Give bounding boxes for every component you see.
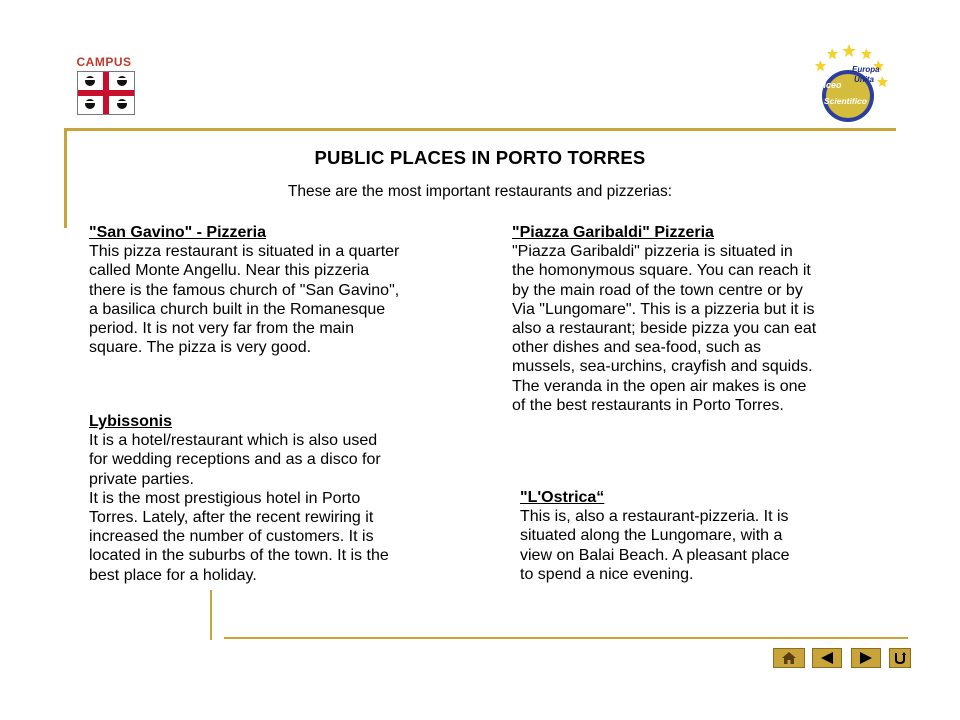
liceo-logo-unita: Unita bbox=[854, 75, 874, 84]
piazza-garibaldi-line: the homonymous square. You can reach it bbox=[512, 262, 811, 280]
san-gavino-line: there is the famous church of "San Gavino", bbox=[89, 281, 400, 299]
frame-top-rule bbox=[66, 128, 896, 131]
previous-slide-button[interactable] bbox=[812, 648, 842, 668]
piazza-garibaldi-line: Via "Lungomare". This is a pizzeria but it is bbox=[512, 300, 815, 318]
liceo-logo-liceo: Liceo bbox=[818, 80, 842, 90]
san-gavino-line: This pizza restaurant is situated in a quarter bbox=[89, 243, 400, 261]
piazza-garibaldi-line: also a restaurant; beside pizza you can eat bbox=[512, 320, 817, 338]
piazza-garibaldi-line: mussels, sea-urchins, crayfish and squids. bbox=[512, 358, 813, 376]
piazza-garibaldi-line: other dishes and sea-food, such as bbox=[512, 339, 762, 357]
home-button[interactable] bbox=[773, 648, 805, 668]
frame-bottom-rule bbox=[224, 637, 908, 639]
ostrica-line: situated along the Lungomare, with a bbox=[520, 527, 783, 545]
ostrica-line: This is, also a restaurant-pizzeria. It is bbox=[520, 508, 789, 526]
ostrica-line: to spend a nice evening. bbox=[520, 565, 694, 583]
triangle-right-icon bbox=[858, 651, 874, 665]
ostrica-line: view on Balai Beach. A pleasant place bbox=[520, 546, 790, 564]
return-button[interactable] bbox=[889, 648, 911, 668]
ostrica-section bbox=[520, 488, 880, 584]
san-gavino-line: called Monte Angellu. Near this pizzeria bbox=[89, 262, 370, 280]
lybissonis-line: Torres. Lately, after the recent rewiring it bbox=[89, 509, 374, 527]
frame-bottom-left-rule bbox=[210, 590, 212, 640]
liceo-scientifico-logo bbox=[808, 42, 890, 126]
san-gavino-line: a basilica church built in the Romanesque bbox=[89, 300, 386, 318]
ostrica-heading: "L'Ostrica“ bbox=[520, 489, 605, 506]
san-gavino-line: square. The pizza is very good. bbox=[89, 339, 312, 357]
piazza-garibaldi-line: of the best restaurants in Porto Torres. bbox=[512, 396, 784, 414]
lybissonis-line: private parties. bbox=[89, 470, 194, 488]
campus-logo-text: CAMPUS bbox=[76, 55, 132, 69]
piazza-garibaldi-heading: "Piazza Garibaldi" Pizzeria bbox=[512, 224, 714, 241]
frame-left-rule bbox=[64, 128, 67, 228]
lybissonis-heading: Lybissonis bbox=[89, 413, 172, 430]
next-slide-button[interactable] bbox=[851, 648, 881, 668]
lybissonis-section bbox=[89, 412, 479, 585]
lybissonis-line: It is a hotel/restaurant which is also used bbox=[89, 432, 378, 450]
piazza-garibaldi-section bbox=[512, 223, 902, 415]
lybissonis-line: increased the number of customers. It is bbox=[89, 528, 374, 546]
san-gavino-section bbox=[89, 223, 489, 357]
lybissonis-line: for wedding receptions and as a disco for bbox=[89, 451, 381, 469]
san-gavino-heading: "San Gavino" - Pizzeria bbox=[89, 224, 266, 241]
lybissonis-line: located in the suburbs of the town. It is the bbox=[89, 547, 389, 565]
san-gavino-line: period. It is not very far from the main bbox=[89, 320, 354, 338]
page-subtitle: These are the most important restaurants and pizzerias: bbox=[287, 183, 673, 200]
piazza-garibaldi-line: "Piazza Garibaldi" pizzeria is situated in bbox=[512, 243, 793, 261]
piazza-garibaldi-line: The veranda in the open air makes is one bbox=[512, 377, 807, 395]
page-title: PUBLIC PLACES IN PORTO TORRES bbox=[314, 147, 646, 168]
lybissonis-line: It is the most prestigious hotel in Porto bbox=[89, 489, 361, 507]
campus-logo bbox=[70, 55, 138, 113]
piazza-garibaldi-line: by the main road of the town centre or by bbox=[512, 281, 803, 299]
liceo-logo-europa: Europa bbox=[852, 65, 880, 74]
home-icon bbox=[781, 651, 797, 665]
liceo-logo-scientifico: Scientifico bbox=[824, 96, 867, 106]
sardinia-flag-icon bbox=[77, 71, 135, 115]
triangle-left-icon bbox=[819, 651, 835, 665]
return-icon bbox=[893, 651, 907, 665]
lybissonis-line: best place for a holiday. bbox=[89, 566, 257, 584]
